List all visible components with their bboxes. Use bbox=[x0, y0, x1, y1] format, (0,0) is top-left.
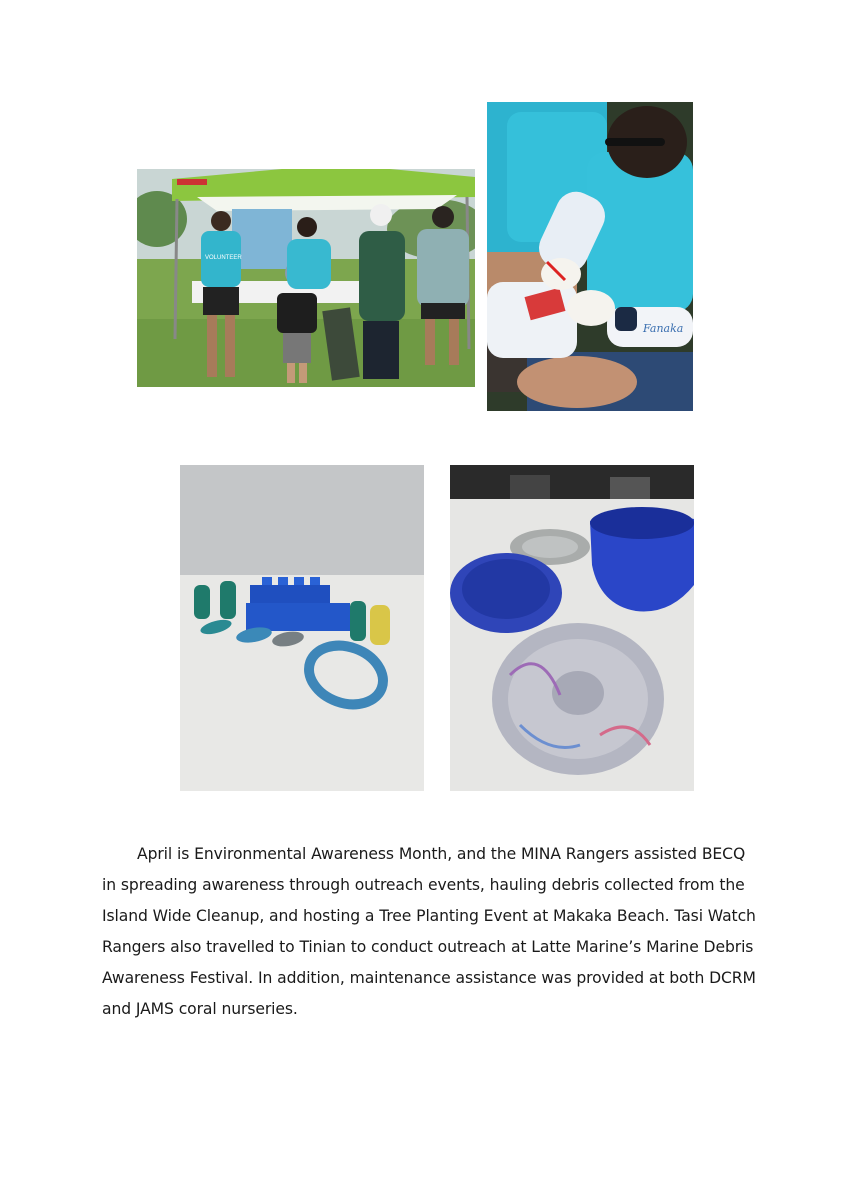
photo-recycled-toys bbox=[180, 465, 424, 791]
photo-bottle-cutting bbox=[487, 102, 693, 411]
photo-recycled-plates bbox=[450, 465, 694, 791]
article-paragraph: April is Environmental Awareness Month, and the MINA Rangers assisted BECQ in spreading awareness through outreach events, hauling debris collected from the Island Wide Cleanup, and hosting a Tree Planting Event at Makaka Beach. Tasi Watch Rangers also travelled to Tinian to conduct outreach at Latte Marine’s Marine Debris Awareness Festival. In addition, maintenance assistance was provided at both DCRM and JAMS coral nurseries. bbox=[102, 845, 756, 1018]
volunteer-shirt-text: VOLUNTEER bbox=[205, 255, 242, 261]
sleeve-text: Fanaka bbox=[643, 322, 684, 335]
photo-outreach-booth bbox=[137, 169, 475, 387]
